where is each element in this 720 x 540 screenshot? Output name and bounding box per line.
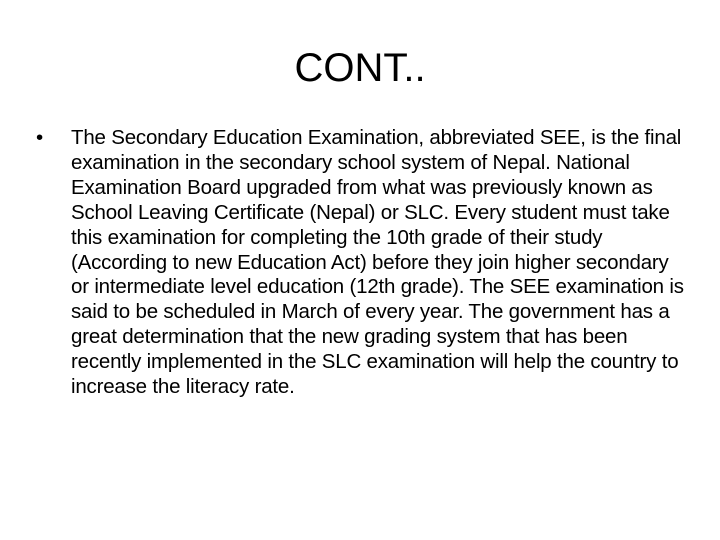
bullet-list: [36, 126, 684, 400]
bullet-icon: •: [36, 126, 43, 149]
bullet-item: [36, 126, 684, 400]
slide-title: CONT..: [294, 46, 426, 90]
bullet-text: The Secondary Education Examination, abbreviated SEE, is the final examination in the secondary school system of Nepal. National Examination Board upgraded from what was previously known as School Leaving Certificate (Nepal) or SLC. Every student must take this examination for completing the 10th grade of their study (According to new Education Act) before they join higher secondary or intermediate level education (12th grade). The SEE examination is said to be scheduled in March of every year. The government has a great determination that the new grading system that has been recently implemented in the SLC examination will help the country to increase the literacy rate.: [71, 126, 684, 399]
